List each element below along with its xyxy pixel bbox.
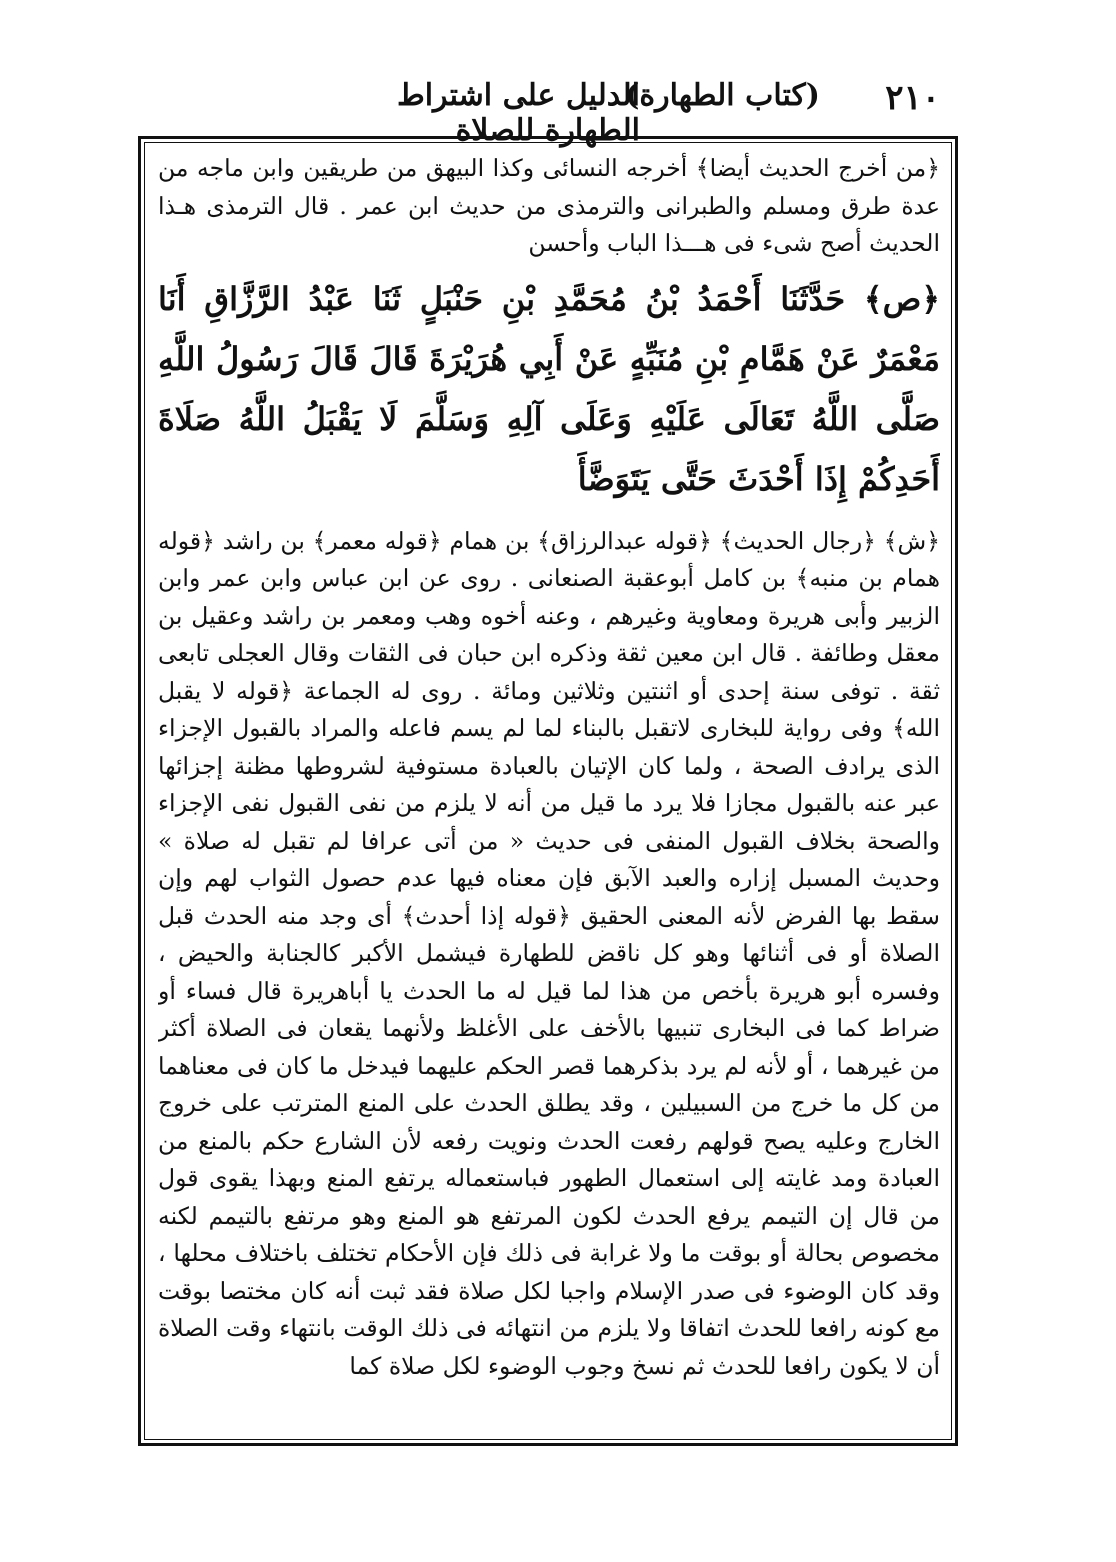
intro-paragraph: ﴿من أخرج الحديث أيضا﴾ أخرجه النسائى وكذا البيهق من طريقين وابن ماجه من عدة طرق ومسلم والطبرانى والترمذى من حديث ابن عمر . قال الترمذى هـذا الحديث أصح شىء فى هـــذا الباب وأحسن	[158, 154, 940, 257]
hadith-text: ﴿ص﴾ حَدَّثَنَا أَحْمَدُ بْنُ مُحَمَّدِ بْنِ حَنْبَلٍ ثَنَا عَبْدُ الرَّزَّاقِ أَنَا مَعْمَرٌ عَنْ هَمَّامِ بْنِ مُنَبِّهٍ عَنْ أَبِي هُرَيْرَةَ قَالَ قَالَ رَسُولُ اللَّهِ صَلَّى اللَّهُ تَعَالَى عَلَيْهِ وَعَلَى آلِهِ وَسَلَّمَ لَا يَقْبَلُ اللَّهُ صَلَاةَ أَحَدِكُمْ إِذَا أَحْدَثَ حَتَّى يَتَوَضَّأَ	[158, 279, 940, 498]
page-number: ٢١٠	[885, 78, 940, 118]
page-header	[300, 72, 940, 148]
chapter-title: الدليل على اشتراط الطهارة للصلاة	[396, 78, 640, 148]
page-body	[158, 150, 940, 1440]
commentary-paragraph: ﴿ش﴾ ﴿رجال الحديث﴾ ﴿قوله عبدالرزاق﴾ بن همام ﴿قوله معمر﴾ بن راشد ﴿قوله همام بن منبه﴾ بن كامل أبوعقبة الصنعانى . روى عن ابن عباس وابن عمر وابن الزبير وأبى هريرة ومعاوية وغيرهم ، وعنه أخوه وهب ومعمر بن راشد وعقيل بن معقل وطائفة . قال ابن معين ثقة وذكره ابن حبان فى الثقات وقال العجلى تابعى ثقة . توفى سنة إحدى أو اثنتين وثلاثين ومائة . روى له الجماعة ﴿قوله لا يقبل الله﴾ وفى رواية للبخارى لاتقبل بالبناء لما لم يسم فاعله والمراد بالقبول الإجزاء الذى يرادف الصحة ، ولما كان الإتيان بالعبادة مستوفية لشروطها مظنة إجزائها عبر عنه بالقبول مجازا فلا يرد ما قيل من أنه لا يلزم من نفى القبول نفى الإجزاء والصحة بخلاف القبول المنفى فى حديث « من أتى عرافا لم تقبل له صلاة » وحديث المسبل إزاره والعبد الآبق فإن معناه فيها عدم حصول الثواب لهم وإن سقط بها الفرض لأنه المعنى الحقيق ﴿قوله إذا أحدث﴾ أى وجد منه الحدث قبل الصلاة أو فى أثنائها وهو كل ناقض للطهارة فيشمل الأكبر كالجنابة والحيض ، وفسره أبو هريرة بأخص من هذا لما قيل له ما الحدث يا أباهريرة قال فساء أو ضراط كما فى البخارى تنبيها بالأخف على الأغلظ ولأنهما يقعان فى الصلاة أكثر من غيرهما ، أو لأنه لم يرد بذكرهما قصر الحكم عليهما فيدخل ما كان فى معناهما من كل ما خرج من السبيلين ، وقد يطلق الحدث على المنع المترتب على خروج الخارج وعليه يصح قولهم رفعت الحدث ونويت رفعه لأن الشارع حكم بالمنع من العبادة ومد غايته إلى استعمال الطهور فباستعماله يرتفع المنع وبهذا يقوى قول من قال إن التيمم يرفع الحدث لكون المرتفع هو المنع وهو مرتفع بالتيمم لكنه مخصوص بحالة أو بوقت ما ولا غرابة فى ذلك فإن الأحكام تختلف باختلاف محلها ، وقد كان الوضوء فى صدر الإسلام واجبا لكل صلاة فقد ثبت أنه كان مختصا بوقت مع كونه رافعا للحدث اتفاقا ولا يلزم من انتهائه فى ذلك الوقت بانتهاء وقت الصلاة أن لا يكون رافعا للحدث ثم نسخ وجوب الوضوء لكل صلاة كما	[158, 526, 940, 1380]
book-title: (كتاب الطهارة)	[625, 78, 820, 113]
